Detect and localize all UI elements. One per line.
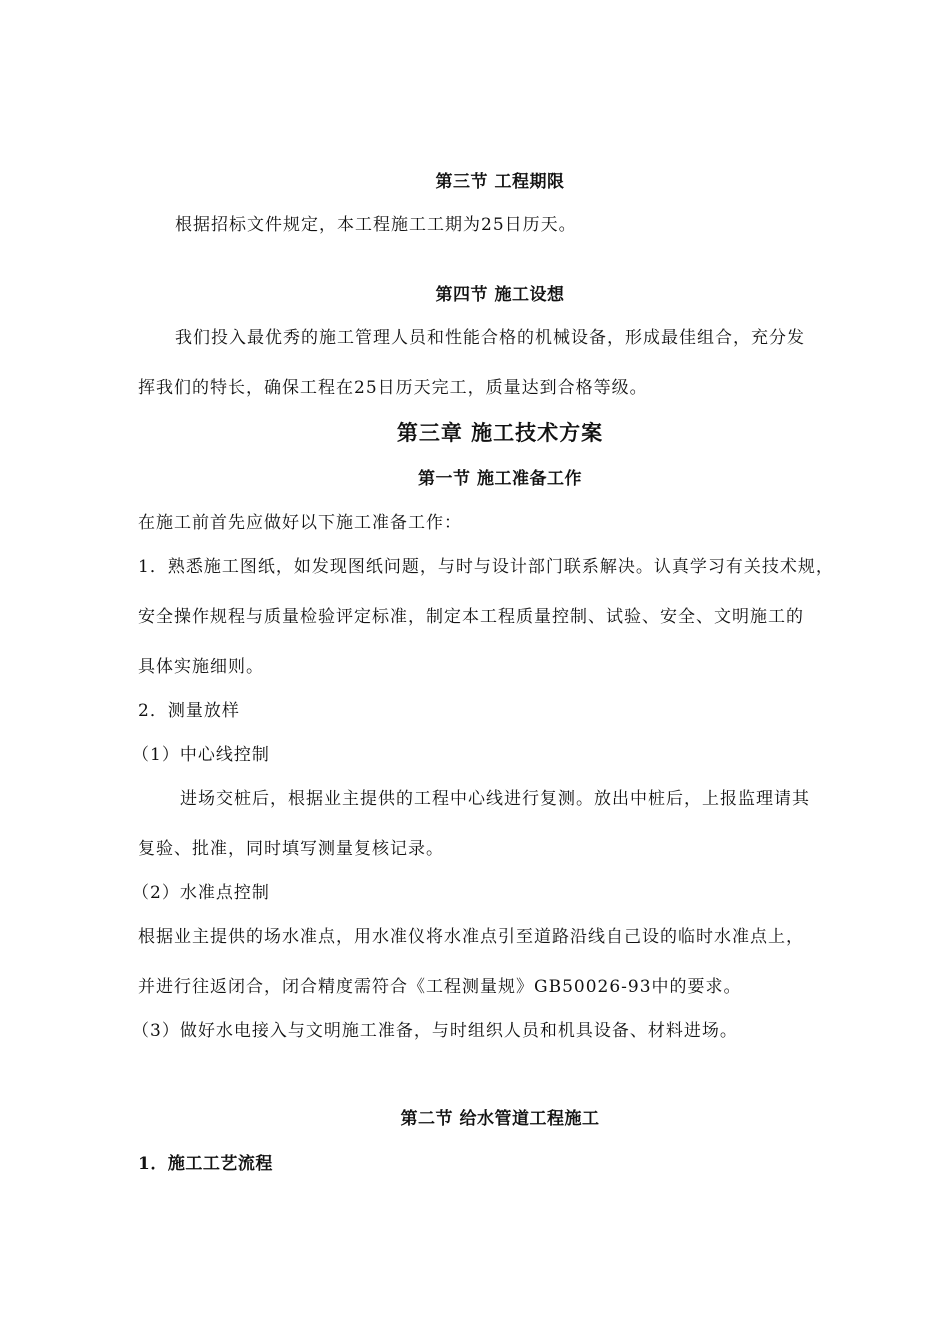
sub-item-benchmark-line-1: 根据业主提供的场水准点，用水准仪将水准点引至道路沿线自己设的临时水准点上， [138, 927, 804, 947]
sub-heading-process-flow: 1．施工工艺流程 [138, 1154, 273, 1174]
paragraph-time-limit: 根据招标文件规定，本工程施工工期为25日历天。 [175, 215, 577, 235]
section-heading-water-pipeline: 第二节 给水管道工程施工 [400, 1109, 600, 1129]
list-item-1-line-1: 1．熟悉施工图纸，如发现图纸问题，与时与设计部门联系解决。认真学习有关技术规， [138, 557, 834, 577]
section-heading-construction-plan: 第四节 施工设想 [435, 285, 565, 305]
sub-item-benchmark-title: （2）水准点控制 [132, 883, 270, 903]
paragraph-intro: 在施工前首先应做好以下施工准备工作： [138, 513, 462, 533]
paragraph-construction-plan-line-1: 我们投入最优秀的施工管理人员和性能合格的机械设备，形成最佳组合，充分发 [175, 328, 805, 348]
list-item-2: 2．测量放样 [138, 701, 240, 721]
sub-item-utilities: （3）做好水电接入与文明施工准备，与时组织人员和机具设备、材料进场。 [132, 1021, 738, 1041]
paragraph-construction-plan-line-2: 挥我们的特长，确保工程在25日历天完工，质量达到合格等级。 [138, 378, 648, 398]
sub-item-centerline-line-1: 进场交桩后，根据业主提供的工程中心线进行复测。放出中桩后，上报监理请其 [180, 789, 810, 809]
list-item-1-line-3: 具体实施细则。 [138, 657, 264, 677]
list-item-1-line-2: 安全操作规程与质量检验评定标准，制定本工程质量控制、试验、安全、文明施工的 [138, 607, 804, 627]
section-heading-time-limit: 第三节 工程期限 [435, 172, 565, 192]
section-heading-preparation: 第一节 施工准备工作 [418, 469, 582, 489]
chapter-title: 第三章 施工技术方案 [396, 420, 604, 445]
sub-item-benchmark-line-2: 并进行往返闭合，闭合精度需符合《工程测量规》GB50026-93中的要求。 [138, 977, 742, 997]
sub-item-centerline-line-2: 复验、批准，同时填写测量复核记录。 [138, 839, 444, 859]
sub-item-centerline-title: （1）中心线控制 [132, 745, 270, 765]
